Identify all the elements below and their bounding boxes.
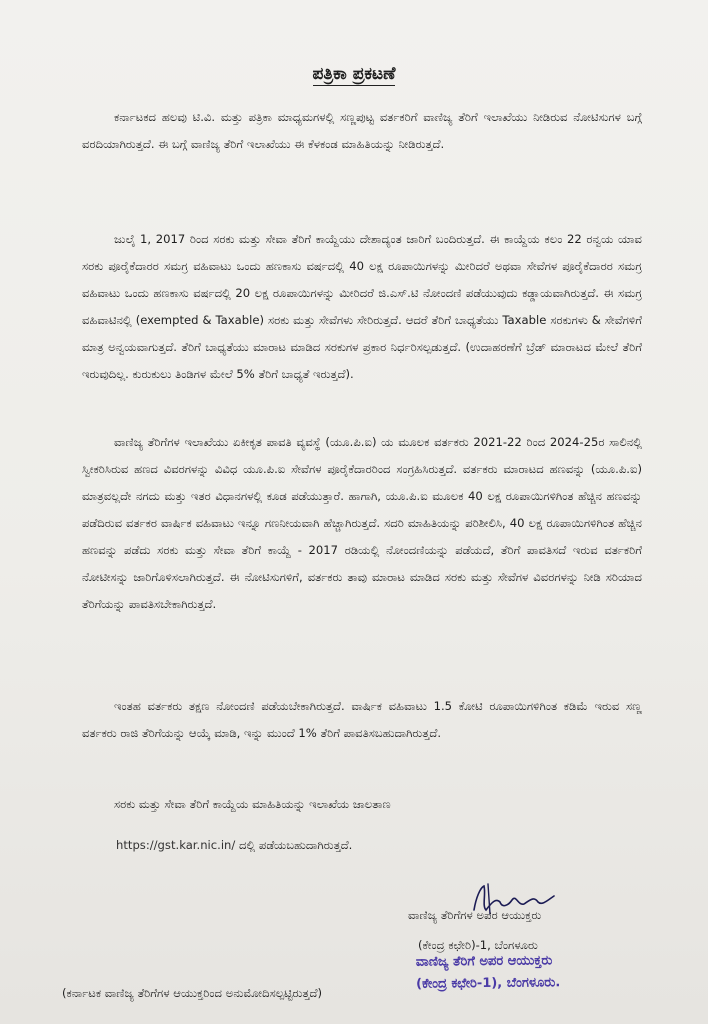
signatory-designation: ವಾಣಿಜ್ಯ ತೆರಿಗೆಗಳ ಅಪರ ಆಯುಕ್ತರು xyxy=(408,908,542,922)
gst-website-link[interactable]: https://gst.kar.nic.in/ xyxy=(116,838,236,852)
paragraph-upi-data: ವಾಣಿಜ್ಯ ತೆರಿಗೆಗಳ ಇಲಾಖೆಯು ಏಕೀಕೃತ ಪಾವತಿ ವ್ಯವಸ್ಥೆ (ಯೂ.ಪಿ.ಐ) ಯ ಮೂಲಕ ವರ್ತಕರು 2021-22 ರಿಂದ 2024-25ರ ಸಾಲಿನಲ್ಲಿ ಸ್ವೀಕರಿಸಿರುವ ಹಣದ ವಿವರಗಳನ್ನು ವಿವಿಧ ಯೂ.ಪಿ.ಐ ಸೇವೆಗಳ ಪೂರೈಕೆದಾರರಿಂದ ಸಂಗ್ರಹಿಸಿರುತ್ತದೆ. ವರ್ತಕರು ಮಾರಾಟದ ಹಣವನ್ನು (ಯೂ.ಪಿ.ಐ) ಮಾತ್ರವಲ್ಲದೇ ನಗದು ಮತ್ತು ಇತರ ವಿಧಾನಗಳಲ್ಲಿ ಕೂಡ ಪಡೆಯುತ್ತಾರೆ. ಹಾಗಾಗಿ, ಯೂ.ಪಿ.ಐ ಮೂಲಕ 40 ಲಕ್ಷ ರೂಪಾಯಿಗಳಿಗಿಂತ ಹೆಚ್ಚಿನ ಹಣವನ್ನು ಪಡೆದಿರುವ ವರ್ತಕರ ವಾರ್ಷಿಕ ವಹಿವಾಟು ಇನ್ನೂ ಗಣನೀಯವಾಗಿ ಹೆಚ್ಚಾಗಿರುತ್ತದೆ. ಸದರಿ ಮಾಹಿತಿಯನ್ನು ಪರಿಶೀಲಿಸಿ, 40 ಲಕ್ಷ ರೂಪಾಯಿಗಳಿಗಿಂತ ಹೆಚ್ಚಿನ ಹಣವನ್ನು ಪಡೆದು ಸರಕು ಮತ್ತು ಸೇವಾ ತೆರಿಗೆ ಕಾಯ್ದೆ - 2017 ರಡಿಯಲ್ಲಿ ನೋಂದಣಿಯನ್ನು ಪಡೆಯದೆ, ತೆರಿಗೆ ಪಾವತಿಸದೆ ಇರುವ ವರ್ತಕರಿಗೆ ನೋಟೀಸನ್ನು ಜಾರಿಗೊಳಿಸಲಾಗಿರುತ್ತದೆ. ಈ ನೋಟಿಸುಗಳಿಗೆ, ವರ್ತಕರು ತಾವು ಮಾರಾಟ ಮಾಡಿದ ಸರಕು ಮತ್ತು ಸೇವೆಗಳ ವಿವರಗಳನ್ನು ನೀಡಿ ಸರಿಯಾದ ತೆರಿಗೆಯನ್ನು ಪಾವತಿಸಬೇಕಾಗಿರುತ್ತದೆ. xyxy=(82,435,642,611)
stamp-line-1: ವಾಣಿಜ್ಯ ತೆರಿಗೆ ಅಪರ ಆಯುಕ್ತರು xyxy=(415,953,553,970)
approval-footer: (ಕರ್ನಾಟಕ ವಾಣಿಜ್ಯ ತೆರಿಗೆಗಳ ಆಯುಕ್ತರಿಂದ ಅನುಮೋದಿಸಲ್ಪಟ್ಟಿರುತ್ತದೆ) xyxy=(62,986,322,1000)
document-title-text: ಪತ್ರಿಕಾ ಪ್ರಕಟಣೆ xyxy=(312,64,396,84)
signatory-office: (ಕೇಂದ್ರ ಕಛೇರಿ)-1, ಬೆಂಗಳೂರು xyxy=(418,938,538,952)
paragraph-registration: ಇಂತಹ ವರ್ತಕರು ತಕ್ಷಣ ನೋಂದಣಿ ಪಡೆಯಬೇಕಾಗಿರುತ್ತದೆ. ವಾರ್ಷಿಕ ವಹಿವಾಟು 1.5 ಕೋಟಿ ರೂಪಾಯಿಗಳಿಗಿಂತ ಕಡಿಮೆ ಇರುವ ಸಣ್ಣ ವರ್ತಕರು ರಾಜಿ ತೆರಿಗೆಯನ್ನು ಆಯ್ಕೆ ಮಾಡಿ, ಇನ್ನು ಮುಂದೆ 1% ತೆರಿಗೆ ಪಾವತಿಸಬಹುದಾಗಿರುತ್ತದೆ. xyxy=(82,699,642,740)
stamp-line-2: (ಕೇಂದ್ರ ಕಛೇರಿ-1), ಬೆಂಗಳೂರು. xyxy=(416,975,561,992)
paragraph-website-info: ಸರಕು ಮತ್ತು ಸೇವಾ ತೆರಿಗೆ ಕಾಯ್ದೆಯ ಮಾಹಿತಿಯನ್ನು ಇಲಾಖೆಯ ಜಾಲತಾಣ xyxy=(114,797,391,811)
website-line-suffix: ದಲ್ಲಿ ಪಡೆಯಬಹುದಾಗಿರುತ್ತದೆ. xyxy=(235,838,353,852)
document-title xyxy=(0,64,708,84)
paragraph-gst-rules: ಜುಲೈ 1, 2017 ರಿಂದ ಸರಕು ಮತ್ತು ಸೇವಾ ತೆರಿಗೆ ಕಾಯ್ದೆಯು ದೇಶಾದ್ಯಂತ ಜಾರಿಗೆ ಬಂದಿರುತ್ತದೆ. ಈ ಕಾಯ್ದೆಯ ಕಲಂ 22 ರನ್ವಯ ಯಾವ ಸರಕು ಪೂರೈಕೆದಾರರ ಸಮಗ್ರ ವಹಿವಾಟು ಒಂದು ಹಣಕಾಸು ವರ್ಷದಲ್ಲಿ 40 ಲಕ್ಷ ರೂಪಾಯಿಗಳನ್ನು ಮೀರಿದರೆ ಅಥವಾ ಸೇವೆಗಳ ಪೂರೈಕೆದಾರರ ಸಮಗ್ರ ವಹಿವಾಟು ಒಂದು ಹಣಕಾಸು ವರ್ಷದಲ್ಲಿ 20 ಲಕ್ಷ ರೂಪಾಯಿಗಳನ್ನು ಮೀರಿದರೆ ಜಿ.ಎಸ್.ಟಿ ನೋಂದಣಿ ಪಡೆಯುವುದು ಕಡ್ಡಾಯವಾಗಿರುತ್ತದೆ. ಈ ಸಮಗ್ರ ವಹಿವಾಟಿನಲ್ಲಿ (exempted & Taxable) ಸರಕು ಮತ್ತು ಸೇವೆಗಳು ಸೇರಿರುತ್ತದೆ. ಆದರೆ ತೆರಿಗೆ ಬಾಧ್ಯತೆಯು Taxable ಸರಕುಗಳು & ಸೇವೆಗಳಿಗೆ ಮಾತ್ರ ಅನ್ವಯವಾಗುತ್ತದೆ. ತೆರಿಗೆ ಬಾಧ್ಯತೆಯು ಮಾರಾಟ ಮಾಡಿದ ಸರಕುಗಳ ಪ್ರಕಾರ ನಿರ್ಧರಿಸಲ್ಪಡುತ್ತದೆ. (ಉದಾಹರಣೆಗೆ ಬ್ರೆಡ್ ಮಾರಾಟದ ಮೇಲೆ ತೆರಿಗೆ ಇರುವುದಿಲ್ಲ. ಕುರುಕುಲು ತಿಂಡಿಗಳ ಮೇಲೆ 5% ತೆರಿಗೆ ಬಾಧ್ಯತೆ ಇರುತ್ತದೆ). xyxy=(82,232,642,381)
website-line xyxy=(116,832,352,859)
paragraph-intro: ಕರ್ನಾಟಕದ ಹಲವು ಟಿ.ವಿ. ಮತ್ತು ಪತ್ರಿಕಾ ಮಾಧ್ಯಮಗಳಲ್ಲಿ ಸಣ್ಣಪುಟ್ಟ ವರ್ತಕರಿಗೆ ವಾಣಿಜ್ಯ ತೆರಿಗೆ ಇಲಾಖೆಯು ನೀಡಿರುವ ನೋಟಿಸುಗಳ ಬಗ್ಗೆ ವರದಿಯಾಗಿರುತ್ತದೆ. ಈ ಬಗ್ಗೆ ವಾಣಿಜ್ಯ ತೆರಿಗೆ ಇಲಾಖೆಯು ಈ ಕೆಳಕಂಡ ಮಾಹಿತಿಯನ್ನು ನೀಡಿರುತ್ತದೆ. xyxy=(82,110,642,151)
official-stamp xyxy=(416,950,561,996)
